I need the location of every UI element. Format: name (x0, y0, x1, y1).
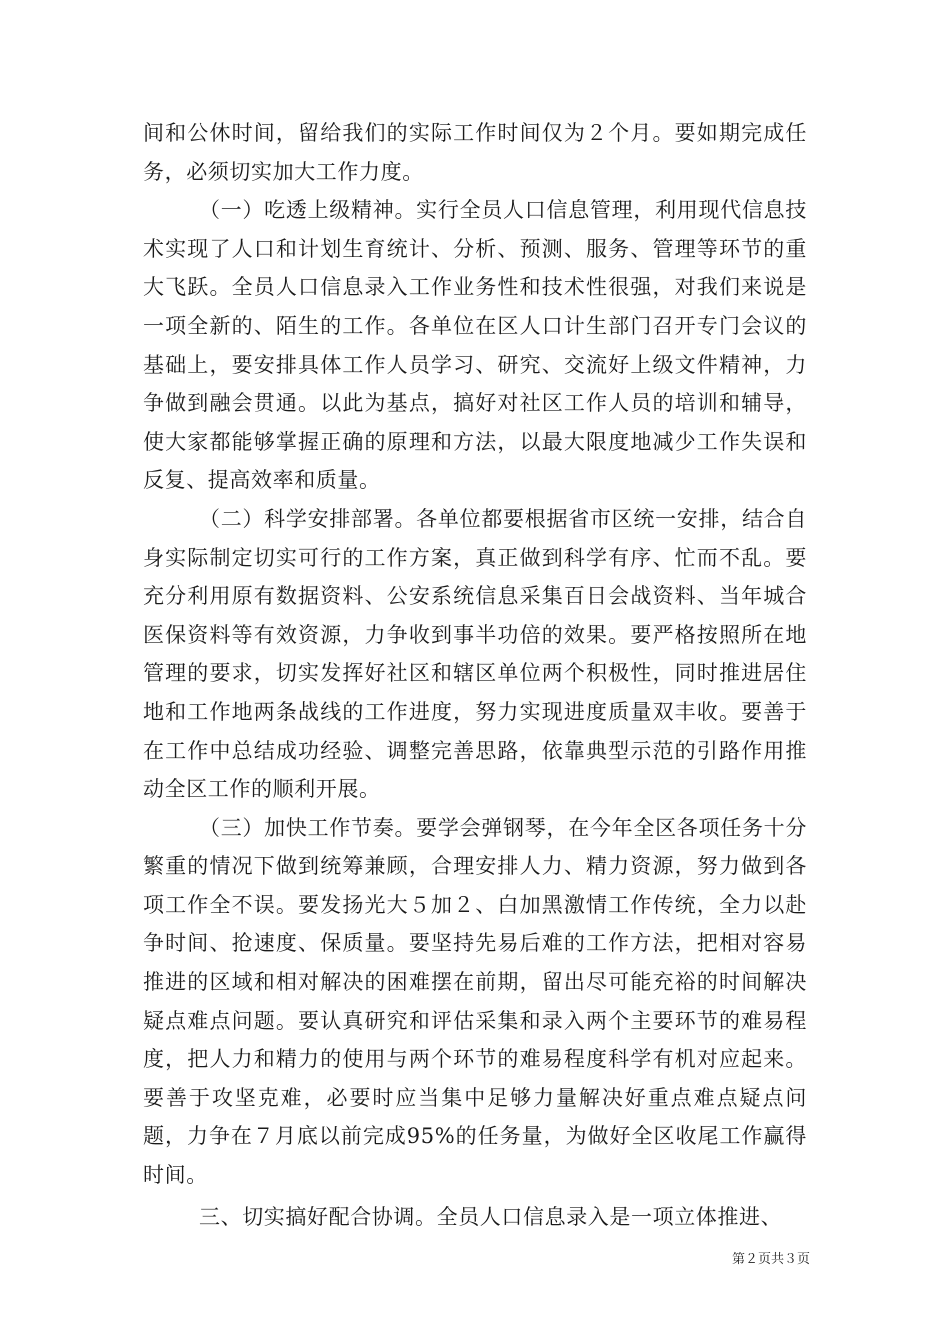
paragraph-section-2: （二）科学安排部署。各单位都要根据省市区统一安排，结合自身实际制定切实可行的工作方案，真正做到科学有序、忙而不乱。要充分利用原有数据资料、公安系统信息采集百日会战资料、当年城合医保资料等有效资源，力争收到事半功倍的效果。要严格按照所在地管理的要求，切实发挥好社区和辖区单位两个积极性，同时推进居住地和工作地两条战线的工作进度，努力实现进度质量双丰收。要善于在工作中总结成功经验、调整完善思路，依靠典型示范的引路作用推动全区工作的顺利开展。 (143, 506, 807, 802)
paragraph-continuation: 间和公休时间，留给我们的实际工作时间仅为２个月。要如期完成任务，必须切实加大工作力度。 (143, 121, 807, 184)
page-number-footer: 第２页共３页 (731, 1252, 810, 1267)
paragraph-section-3: （三）加快工作节奏。要学会弹钢琴，在今年全区各项任务十分繁重的情况下做到统筹兼顾，合理安排人力、精力资源，努力做到各项工作全不误。要发扬光大５加２、白加黑激情工作传统，全力以赴争时间、抢速度、保质量。要坚持先易后难的工作方法，把相对容易推进的区域和相对解决的困难摆在前期，留出尽可能充裕的时间解决疑点难点问题。要认真研究和评估采集和录入两个主要环节的难易程度，把人力和精力的使用与两个环节的难易程度科学有机对应起来。要善于攻坚克难，必要时应当集中足够力量解决好重点难点疑点问题，力争在７月底以前完成95%的任务量，为做好全区收尾工作赢得时间。 (143, 815, 807, 1188)
document-body (143, 114, 807, 1236)
paragraph-heading-three: 三、切实搞好配合协调。全员人口信息录入是一项立体推进、 (199, 1204, 783, 1229)
paragraph-section-1: （一）吃透上级精神。实行全员人口信息管理，利用现代信息技术实现了人口和计划生育统计、分析、预测、服务、管理等环节的重大飞跃。全员人口信息录入工作业务性和技术性很强，对我们来说是一项全新的、陌生的工作。各单位在区人口计生部门召开专门会议的基础上，要安排具体工作人员学习、研究、交流好上级文件精神，力争做到融会贯通。以此为基点，搞好对社区工作人员的培训和辅导，使大家都能够掌握正确的原理和方法，以最大限度地减少工作失误和反复、提高效率和质量。 (143, 198, 807, 493)
